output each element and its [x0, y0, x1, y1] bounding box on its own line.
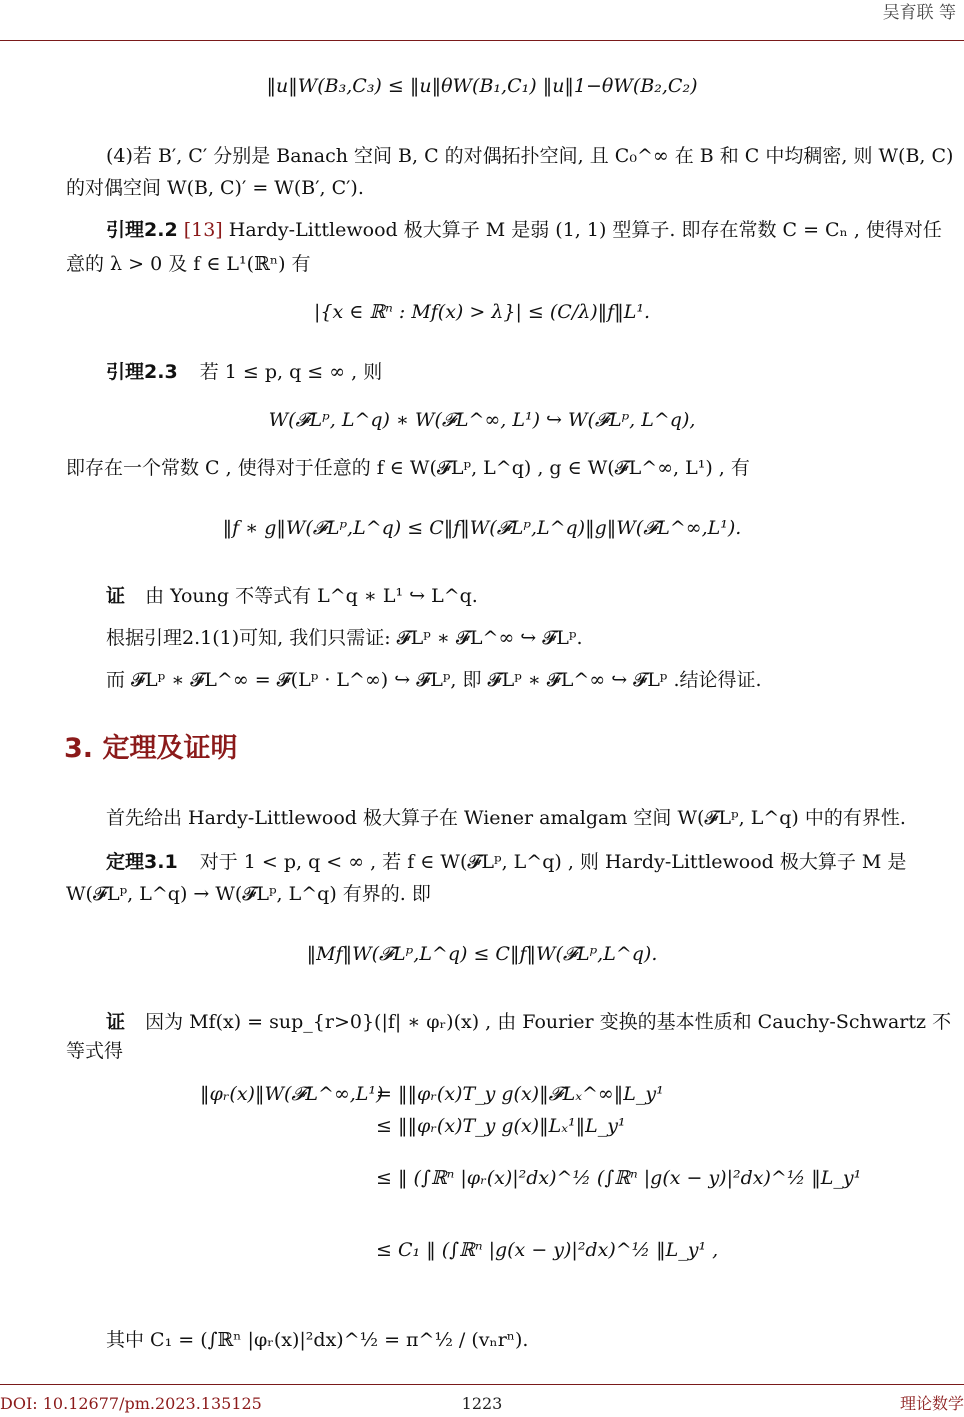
constant-definition: 其中 C₁ = (∫ℝⁿ |φᵣ(x)|²dx)^½ = π^½ / (vₙrⁿ).	[106, 1329, 529, 1351]
paragraph-line: (4)若 B′, C′ 分别是 Banach 空间 B, C 的对偶拓扑空间, 且 C₀^∞ 在 B 和 C 中均稠密, 则 W(B, C)	[106, 145, 954, 167]
equation-rhs: ≤ C₁ ‖ (∫ℝⁿ |g(x − y)|²dx)^½ ‖L_y¹ ,	[376, 1239, 719, 1261]
section-title: 3. 定理及证明	[64, 733, 238, 764]
lemma-2-3-cont: 即存在一个常数 C , 使得对于任意的 f ∈ W(𝓕Lᵖ, L^q) , g ∈ W(𝓕L^∞, L¹) , 有	[66, 457, 750, 479]
theorem-label: 定理3.1	[106, 851, 178, 873]
proof-label: 证	[106, 1011, 126, 1033]
proof-1	[66, 582, 964, 611]
journal-name: 理论数学	[899, 1394, 964, 1413]
lemma-text: 若 1 ≤ p, q ≤ ∞ , 则	[199, 361, 383, 383]
equation-row	[200, 1112, 920, 1141]
paragraph-line: 的对偶空间 W(B, C)′ = W(B′, C′).	[66, 177, 364, 199]
citation-link[interactable]: [13]	[183, 219, 223, 241]
equation-weak-type: |{x ∈ ℝⁿ : Mf(x) > λ}| ≤ (C/λ)‖f‖L¹.	[314, 301, 650, 323]
equation-rhs: ≤ ‖‖φᵣ(x)T_y g(x)‖Lₓ¹‖L_y¹	[376, 1115, 626, 1137]
lemma-text: Hardy-Littlewood 极大算子 M 是弱 (1, 1) 型算子. 即存在常数 C = Cₙ , 使得对任	[228, 219, 942, 241]
theorem-3-1	[66, 848, 964, 877]
theorem-text: 对于 1 < p, q < ∞ , 若 f ∈ W(𝓕Lᵖ, L^q) , 则 Hardy-Littlewood 极大算子 M 是	[199, 851, 907, 873]
lemma-2-3	[66, 358, 964, 387]
equation-row	[200, 1080, 920, 1109]
proof-1-line2: 根据引理2.1(1)可知, 我们只需证: 𝓕Lᵖ ∗ 𝓕L^∞ ↪ 𝓕Lᵖ.	[106, 627, 583, 649]
doi-link[interactable]: DOI: 10.12677/pm.2023.135125	[0, 1394, 262, 1413]
header-divider	[0, 40, 964, 41]
equation-interpolation: ‖u‖W(B₃,C₃) ≤ ‖u‖θW(B₁,C₁) ‖u‖1−θW(B₂,C₂)	[266, 75, 698, 97]
equation-row	[200, 1164, 920, 1193]
proof-2	[66, 1008, 964, 1067]
paragraph-item-4	[66, 142, 964, 171]
paragraph-item-4-cont	[66, 174, 964, 203]
footer-divider	[0, 1384, 964, 1385]
lemma-label: 引理2.3	[106, 361, 178, 383]
equation-convolution-norm: ‖f ∗ g‖W(𝓕Lᵖ,L^q) ≤ C‖f‖W(𝓕Lᵖ,L^q)‖g‖W(𝓕L^∞,L¹).	[222, 517, 742, 539]
intro-paragraph: 首先给出 Hardy-Littlewood 极大算子在 Wiener amalgam 空间 W(𝓕Lᵖ, L^q) 中的有界性.	[106, 807, 906, 829]
equation-row	[200, 1236, 920, 1265]
equation-convolution-embedding: W(𝓕Lᵖ, L^q) ∗ W(𝓕L^∞, L¹) ↪ W(𝓕Lᵖ, L^q),	[268, 409, 696, 431]
lemma-2-2-cont: 意的 λ > 0 及 f ∈ L¹(ℝⁿ) 有	[66, 253, 311, 275]
proof-text: 因为 Mf(x) = sup_{r>0}(|f| ∗ φᵣ)(x) , 由 Fourier 变换的基本性质和 Cauchy-Schwartz 不等式得	[66, 1011, 952, 1063]
lemma-2-2	[66, 216, 964, 245]
equation-rhs: ≤ ‖ (∫ℝⁿ |φᵣ(x)|²dx)^½ (∫ℝⁿ |g(x − y)|²dx)^½ ‖L_y¹	[376, 1167, 862, 1189]
equation-rhs: = ‖‖φᵣ(x)T_y g(x)‖𝓕Lₓ^∞‖L_y¹	[376, 1083, 664, 1105]
proof-1-line3: 而 𝓕Lᵖ ∗ 𝓕L^∞ = 𝓕(Lᵖ · L^∞) ↪ 𝓕Lᵖ, 即 𝓕Lᵖ ∗ 𝓕L^∞ ↪ 𝓕Lᵖ .结论得证.	[106, 669, 762, 691]
proof-label: 证	[106, 585, 126, 607]
header-author: 吴育联 等	[882, 3, 956, 23]
equation-maximal-bound: ‖Mf‖W(𝓕Lᵖ,L^q) ≤ C‖f‖W(𝓕Lᵖ,L^q).	[306, 943, 658, 965]
theorem-3-1-cont: W(𝓕Lᵖ, L^q) → W(𝓕Lᵖ, L^q) 有界的. 即	[66, 883, 431, 905]
page-number: 1223	[461, 1394, 503, 1413]
equation-lhs: ‖φᵣ(x)‖W(𝓕L^∞,L¹)	[200, 1083, 384, 1105]
lemma-label: 引理2.2	[106, 219, 178, 241]
proof-text: 由 Young 不等式有 L^q ∗ L¹ ↪ L^q.	[145, 585, 478, 607]
